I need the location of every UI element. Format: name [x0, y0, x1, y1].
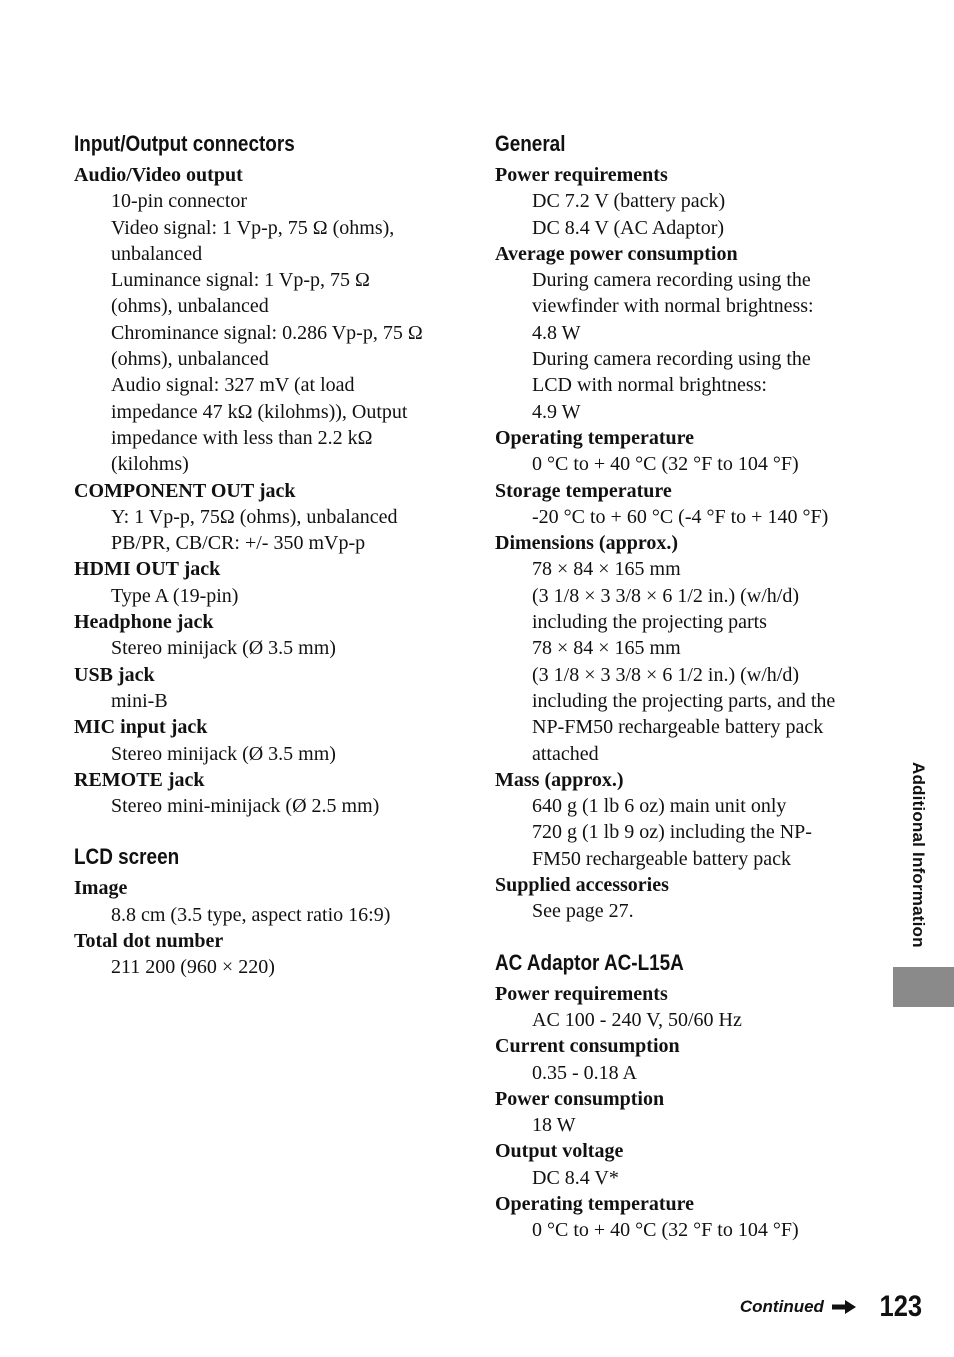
spec-label: Supplied accessories — [495, 874, 669, 897]
spec-value: Stereo mini-minijack (Ø 2.5 mm) — [111, 795, 380, 818]
page-footer — [740, 1290, 922, 1324]
spec-value: 0 °C to + 40 °C (32 °F to 104 °F) — [532, 1219, 799, 1242]
spec-value: 0.35 - 0.18 A — [532, 1061, 637, 1084]
spec-value: impedance with less than 2.2 kΩ — [111, 426, 373, 449]
spec-value: (ohms), unbalanced — [111, 348, 269, 371]
spec-label: Average power consumption — [495, 242, 738, 265]
spec-value: PB/PR, CB/CR: +/- 350 mVp-p — [111, 532, 366, 555]
right-arrow-icon — [832, 1299, 856, 1315]
spec-value: 4.9 W — [532, 400, 581, 423]
spec-label: Power requirements — [495, 164, 668, 186]
spec-value: 0 °C to + 40 °C (32 °F to 104 °F) — [532, 453, 799, 476]
spec-value: (3 1/8 × 3 3/8 × 6 1/2 in.) (w/h/d) — [532, 663, 799, 686]
spec-value: (3 1/8 × 3 3/8 × 6 1/2 in.) (w/h/d) — [532, 584, 799, 607]
spec-value: unbalanced — [111, 242, 203, 265]
spec-label: Storage temperature — [495, 479, 672, 502]
spec-value: Y: 1 Vp-p, 75Ω (ohms), unbalanced — [111, 505, 398, 528]
spec-value: Stereo minijack (Ø 3.5 mm) — [111, 742, 336, 765]
right-column — [495, 126, 865, 1264]
side-tab-marker — [893, 967, 954, 1007]
section-title: General — [495, 131, 566, 156]
spec-value: DC 7.2 V (battery pack) — [532, 190, 726, 213]
section-title: AC Adaptor AC-L15A — [495, 949, 684, 975]
spec-value: 4.8 W — [532, 321, 581, 344]
spec-value: Luminance signal: 1 Vp-p, 75 Ω — [111, 269, 370, 292]
spec-value: 78 × 84 × 165 mm — [532, 637, 681, 660]
spec-label: Output voltage — [495, 1140, 624, 1163]
spec-value: 18 W — [532, 1114, 576, 1137]
spec-section — [74, 839, 454, 980]
section-title: LCD screen — [74, 844, 180, 870]
spec-value: including the projecting parts — [532, 611, 767, 634]
spec-label: Mass (approx.) — [495, 768, 624, 791]
spec-value: Chrominance signal: 0.286 Vp-p, 75 Ω — [111, 321, 423, 344]
section-title: Input/Output connectors — [74, 131, 295, 156]
spec-value: Video signal: 1 Vp-p, 75 Ω (ohms), — [111, 216, 395, 239]
spec-value: See page 27. — [532, 900, 634, 923]
spec-value: Audio signal: 327 mV (at load — [111, 374, 355, 397]
spec-label: COMPONENT OUT jack — [74, 479, 296, 502]
spec-label: MIC input jack — [74, 716, 208, 739]
spec-value: (ohms), unbalanced — [111, 295, 269, 318]
spec-label: Dimensions (approx.) — [495, 532, 678, 555]
spec-value: 211 200 (960 × 220) — [111, 956, 275, 979]
spec-value: Type A (19-pin) — [111, 584, 239, 607]
spec-value: During camera recording using the — [532, 269, 811, 292]
spec-value: 8.8 cm (3.5 type, aspect ratio 16:9) — [111, 903, 391, 926]
spec-value: 720 g (1 lb 9 oz) including the NP- — [532, 821, 812, 844]
spec-value: LCD with normal brightness: — [532, 374, 767, 397]
spec-value: attached — [532, 742, 599, 765]
spec-label: Power requirements — [495, 982, 668, 1005]
spec-section — [495, 945, 865, 1244]
spec-value: During camera recording using the — [532, 348, 811, 371]
spec-value: including the projecting parts, and the — [532, 689, 836, 712]
spec-label: USB jack — [74, 663, 155, 686]
spec-value: FM50 rechargeable battery pack — [532, 847, 791, 870]
spec-label: REMOTE jack — [74, 768, 205, 791]
continued-label: Continued — [739, 1297, 824, 1316]
spec-value: Stereo minijack (Ø 3.5 mm) — [111, 637, 336, 660]
spec-label: Image — [74, 877, 128, 900]
spec-value: -20 °C to + 60 °C (-4 °F to + 140 °F) — [532, 505, 829, 528]
spec-value: mini-B — [111, 689, 168, 712]
spec-label: Current consumption — [495, 1035, 680, 1058]
spec-value: DC 8.4 V (AC Adaptor) — [532, 216, 725, 239]
spec-label: HDMI OUT jack — [74, 558, 221, 581]
spec-value: (kilohms) — [111, 453, 189, 476]
spec-value: impedance 47 kΩ (kilohms)), Output — [111, 400, 408, 423]
spec-label: Headphone jack — [74, 611, 214, 634]
spec-section — [495, 126, 865, 925]
left-column — [74, 126, 454, 1001]
spec-label: Power consumption — [495, 1087, 665, 1110]
spec-section — [74, 126, 454, 819]
page-number: 123 — [879, 1290, 922, 1323]
spec-value: NP-FM50 rechargeable battery pack — [532, 716, 824, 739]
spec-value: 10-pin connector — [111, 190, 248, 213]
spec-value: 640 g (1 lb 6 oz) main unit only — [532, 795, 787, 818]
spec-label: Audio/Video output — [74, 164, 243, 186]
spec-value: AC 100 - 240 V, 50/60 Hz — [532, 1008, 742, 1031]
spec-label: Operating temperature — [495, 1192, 695, 1215]
spec-label: Operating temperature — [495, 426, 695, 449]
spec-value: DC 8.4 V* — [532, 1166, 619, 1189]
spec-value: 78 × 84 × 165 mm — [532, 558, 681, 581]
spec-label: Total dot number — [74, 930, 224, 953]
spec-value: viewfinder with normal brightness: — [532, 295, 814, 318]
side-tab-label: Additional Information — [909, 762, 928, 948]
